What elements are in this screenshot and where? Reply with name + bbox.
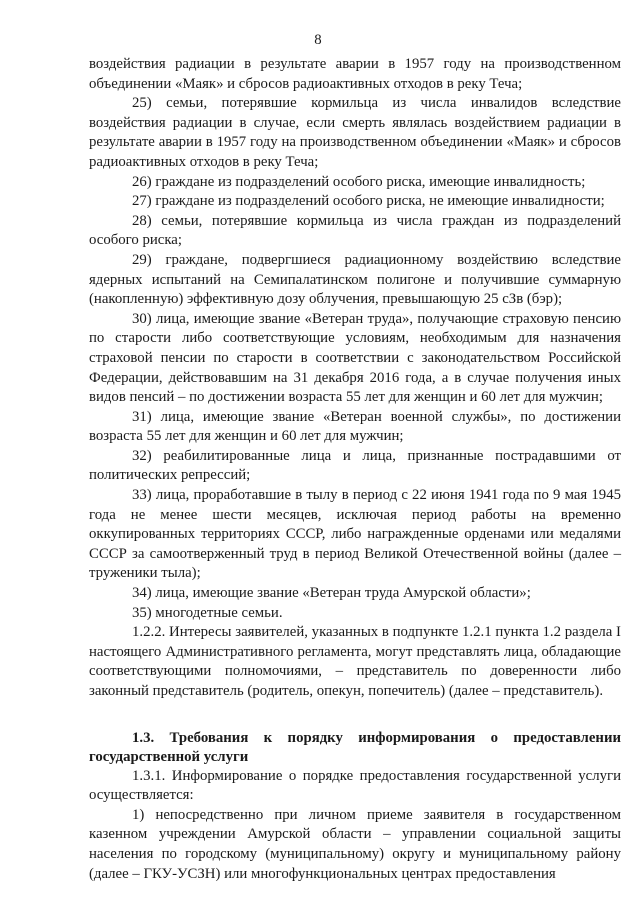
list-item-28: 28) семьи, потерявшие кормильца из числа граждан из подразделений особого риска;	[89, 212, 621, 249]
list-item-26: 26) граждане из подразделений особого риска, имеющие инвалидность;	[132, 173, 586, 190]
list-item-29: 29) граждане, подвергшиеся радиационному воздействию вследствие ядерных испытаний на Семипалатинском полигоне и получившие суммарную (накопленную) эффективную дозу облучения, превышающую 25 сЗв (бэр);	[89, 251, 621, 308]
list-item-32: 32) реабилитированные лица и лица, признанные пострадавшими от политических репрессий;	[89, 447, 621, 484]
list-item-33: 33) лица, проработавшие в тылу в период с 22 июня 1941 года по 9 мая 1945 года не менее шести месяцев, исключая период работы на временно оккупированных территориях СССР, либо награжденные орденами или медалями СССР за самоотверженный труд в период Великой Отечественной войны (далее – труженики тыла);	[89, 487, 621, 582]
clause-1-3-1: 1.3.1. Информирование о порядке предоставления государственной услуги осуществляется:	[89, 767, 621, 804]
list-item-27: 27) граждане из подразделений особого риска, не имеющие инвалидности;	[132, 193, 605, 210]
list-item-30: 30) лица, имеющие звание «Ветеран труда», получающие страховую пенсию по старости либо соответствующие условиям, необходимым для назначения страховой пенсии по старости в соответствии с законодательством Российской Федерации, действовавшим на 31 декабря 2016 года, а в случае получения иных видов пенсий – по достижении возраста 55 лет для женщин и 60 лет для мужчин;	[89, 310, 621, 406]
list-item-25: 25) семьи, потерявшие кормильца из числа инвалидов вследствие воздействия радиации в случае, если смерть являлась воздействием радиации в результате аварии в 1957 году на производственном объединении «Маяк» и сбросов радиоактивных отходов в реку Теча;	[89, 95, 621, 170]
document-body	[89, 55, 621, 884]
page-number: 8	[314, 32, 322, 48]
list-item-31: 31) лица, имеющие звание «Ветеран военной службы», по достижении возраста 55 лет для женщин и 60 лет для мужчин;	[89, 408, 621, 445]
list-item-34: 34) лица, имеющие звание «Ветеран труда Амурской области»;	[132, 585, 531, 602]
clause-1-2-2: 1.2.2. Интересы заявителей, указанных в подпункте 1.2.1 пункта 1.2 раздела I настоящего Административного регламента, могут представлять лица, обладающие соответствующими полномочиями, – представитель по доверенности либо законный представитель (родитель, опекун, попечитель) (далее – представитель).	[89, 624, 621, 699]
section-heading-1-3: 1.3. Требования к порядку информирования о предоставлении государственной услуги	[89, 729, 621, 765]
list-item-35: 35) многодетные семьи.	[132, 604, 283, 621]
clause-1-3-1-item-1: 1) непосредственно при личном приеме заявителя в государственном казенном учреждении Амурской области – управлении социальной защиты населения по городскому (муниципальному) округу и муниципальному району (далее – ГКУ-УСЗН) или многофункциональных центрах предоставления	[89, 806, 621, 882]
paragraph-continuation: воздействия радиации в результате аварии в 1957 году на производственном объединении «Маяк» и сбросов радиоактивных отходов в реку Теча;	[89, 56, 621, 92]
